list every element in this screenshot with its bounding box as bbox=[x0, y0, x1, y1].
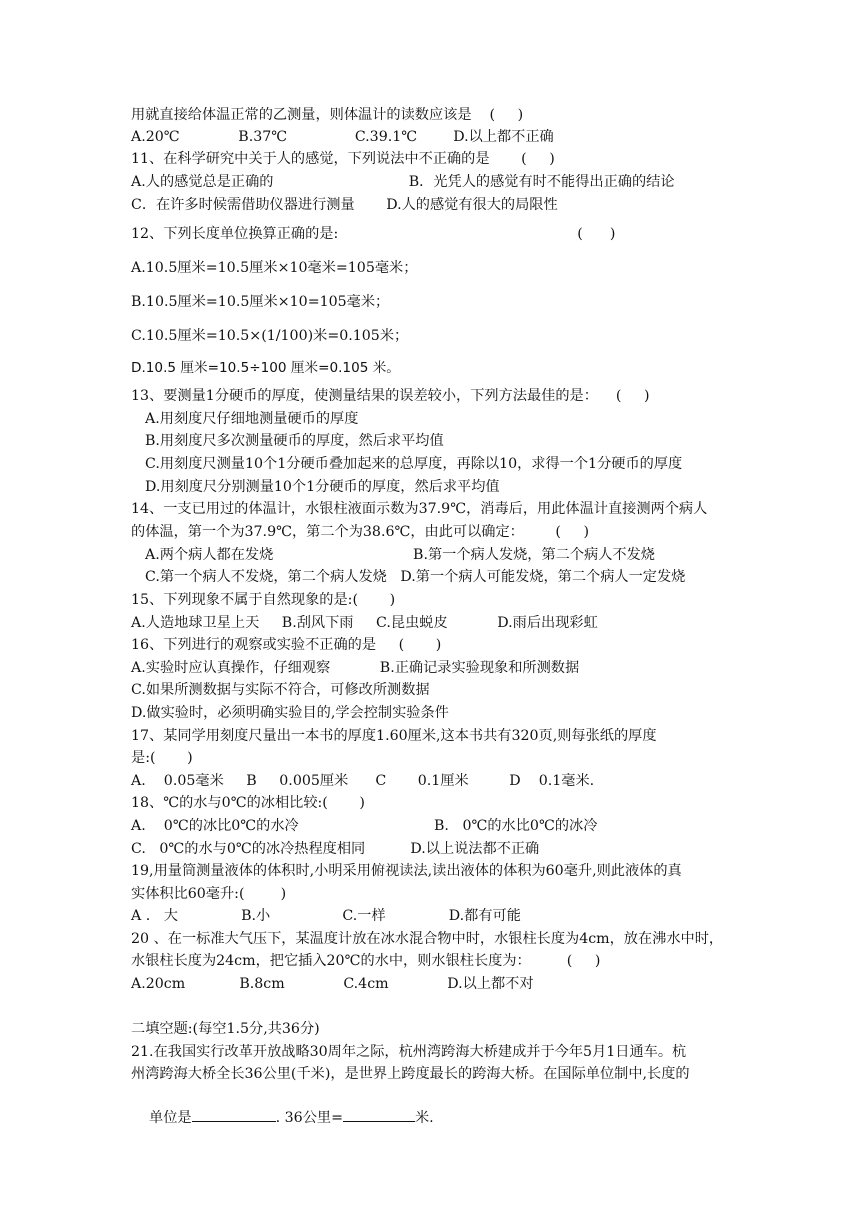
q11-stem: 11、在科学研究中关于人的感觉，下列说法中不正确的是 ( ) bbox=[131, 151, 555, 167]
q14-options-cd: C.第一个病人不发烧，第二个病人发烧 D.第一个病人可能发烧，第二个病人一定发烧 bbox=[145, 569, 686, 585]
q12-stem: 12、下列长度单位换算正确的是: ( ) bbox=[131, 226, 616, 242]
q11-options-ab: A.人的感觉总是正确的 B．光凭人的感觉有时不能得出正确的结论 bbox=[131, 174, 675, 190]
q14-stem-2: 的体温，第一个为37.9℃，第二个为38.6℃，由此可以确定： ( ) bbox=[131, 524, 590, 540]
q21-blank-2[interactable] bbox=[343, 1107, 415, 1122]
q21-text-a: 单位是 bbox=[149, 1110, 192, 1126]
q18-options-ab: A. 0℃的冰比0℃的水冷 B. 0℃的水比0℃的冰冷 bbox=[131, 818, 598, 834]
q12-option-c: C.10.5厘米=10.5×(1/100)米=0.105米； bbox=[131, 328, 409, 344]
q11-options-cd: C．在许多时候需借助仪器进行测量 D.人的感觉有很大的局限性 bbox=[131, 197, 558, 213]
q17-stem-1: 17、某同学用刻度尺量出一本书的厚度1.60厘米,这本书共有320页,则每张纸的厚度 bbox=[131, 728, 657, 744]
q21-stem-1: 21.在我国实行改革开放战略30周年之际，杭州湾跨海大桥建成并于今年5月1日通车。杭 bbox=[131, 1044, 687, 1060]
q21-stem-3 bbox=[131, 1087, 434, 1148]
q20-stem-2: 水银柱长度为24cm，把它插入20℃的水中，则水银柱长度为： ( ) bbox=[131, 953, 601, 969]
q19-stem-1: 19,用量筒测量液体的体积时,小明采用俯视读法,读出液体的体积为60毫升,则此液体的真 bbox=[131, 863, 682, 879]
q16-option-d: D.做实验时，必须明确实验目的,学会控制实验条件 bbox=[131, 705, 449, 721]
q18-stem: 18、℃的水与0℃的冰相比较:( ) bbox=[131, 795, 365, 811]
q13-stem: 13、要测量1分硬币的厚度，使测量结果的误差较小，下列方法最佳的是： ( ) bbox=[131, 388, 650, 404]
q19-stem-2: 实体积比60毫升:( ) bbox=[131, 886, 287, 902]
q17-options: A. 0.05毫米 B 0.005厘米 C 0.1厘米 D 0.1毫米. bbox=[131, 773, 595, 789]
q19-options: A . 大 B.小 C.一样 D.都有可能 bbox=[131, 908, 521, 924]
q17-stem-2: 是:( ) bbox=[131, 750, 193, 766]
q21-stem-2: 州湾跨海大桥全长36公里(千米)，是世界上跨度最长的跨海大桥。在国际单位制中,长度的 bbox=[131, 1066, 690, 1082]
q16-option-c: C.如果所测数据与实际不符合，可修改所测数据 bbox=[131, 682, 430, 698]
q20-options: A.20cm B.8cm C.4cm D.以上都不对 bbox=[131, 976, 534, 992]
q10-continuation: 用就直接给体温正常的乙测量，则体温计的读数应该是 ( ) bbox=[131, 107, 524, 123]
q21-blank-1[interactable] bbox=[192, 1107, 276, 1122]
q13-option-c: C.用刻度尺测量10个1分硬币叠加起来的总厚度，再除以10，求得一个1分硬币的厚度 bbox=[145, 456, 683, 472]
q14-stem-1: 14、一支已用过的体温计，水银柱液面示数为37.9℃，消毒后，用此体温计直接测两个病人 bbox=[131, 501, 708, 517]
q10-options: A.20℃ B.37℃ C.39.1℃ D.以上都不正确 bbox=[131, 129, 554, 145]
q12-option-a: A.10.5厘米=10.5厘米×10毫米=105毫米； bbox=[131, 260, 418, 276]
q12-option-d: D.10.5 厘米=10.5÷100 厘米=0.105 米。 bbox=[131, 360, 400, 376]
q15-stem: 15、下列现象不属于自然现象的是:( ) bbox=[131, 592, 396, 608]
q12-option-b: B.10.5厘米=10.5厘米×10=105毫米； bbox=[131, 294, 390, 310]
q15-options: A.人造地球卫星上天 B.刮风下雨 C.昆虫蜕皮 D.雨后出现彩虹 bbox=[131, 615, 598, 631]
q13-option-b: B.用刻度尺多次测量硬币的厚度，然后求平均值 bbox=[145, 433, 444, 449]
q20-stem-1: 20 、在一标准大气压下，某温度计放在冰水混合物中时，水银柱长度为4cm，放在沸水中时， bbox=[131, 931, 724, 947]
q16-options-ab: A.实验时应认真操作，仔细观察 B.正确记录实验现象和所测数据 bbox=[131, 660, 580, 676]
q14-options-ab: A.两个病人都在发烧 B.第一个病人发烧，第二个病人不发烧 bbox=[145, 547, 655, 563]
q13-option-a: A.用刻度尺仔细地测量硬币的厚度 bbox=[145, 411, 359, 427]
q21-text-b: . 36公里= bbox=[275, 1110, 343, 1126]
q21-text-c: 米. bbox=[414, 1110, 434, 1126]
q18-options-cd: C. 0℃的水与0℃的冰冷热程度相同 D.以上说法都不正确 bbox=[131, 841, 540, 857]
q13-option-d: D.用刻度尺分别测量10个1分硬币的厚度，然后求平均值 bbox=[145, 479, 500, 495]
section-fill-blank-heading: 二填空题:(每空1.5分,共36分) bbox=[131, 1021, 320, 1037]
q16-stem: 16、下列进行的观察或实验不正确的是 ( ) bbox=[131, 637, 442, 653]
